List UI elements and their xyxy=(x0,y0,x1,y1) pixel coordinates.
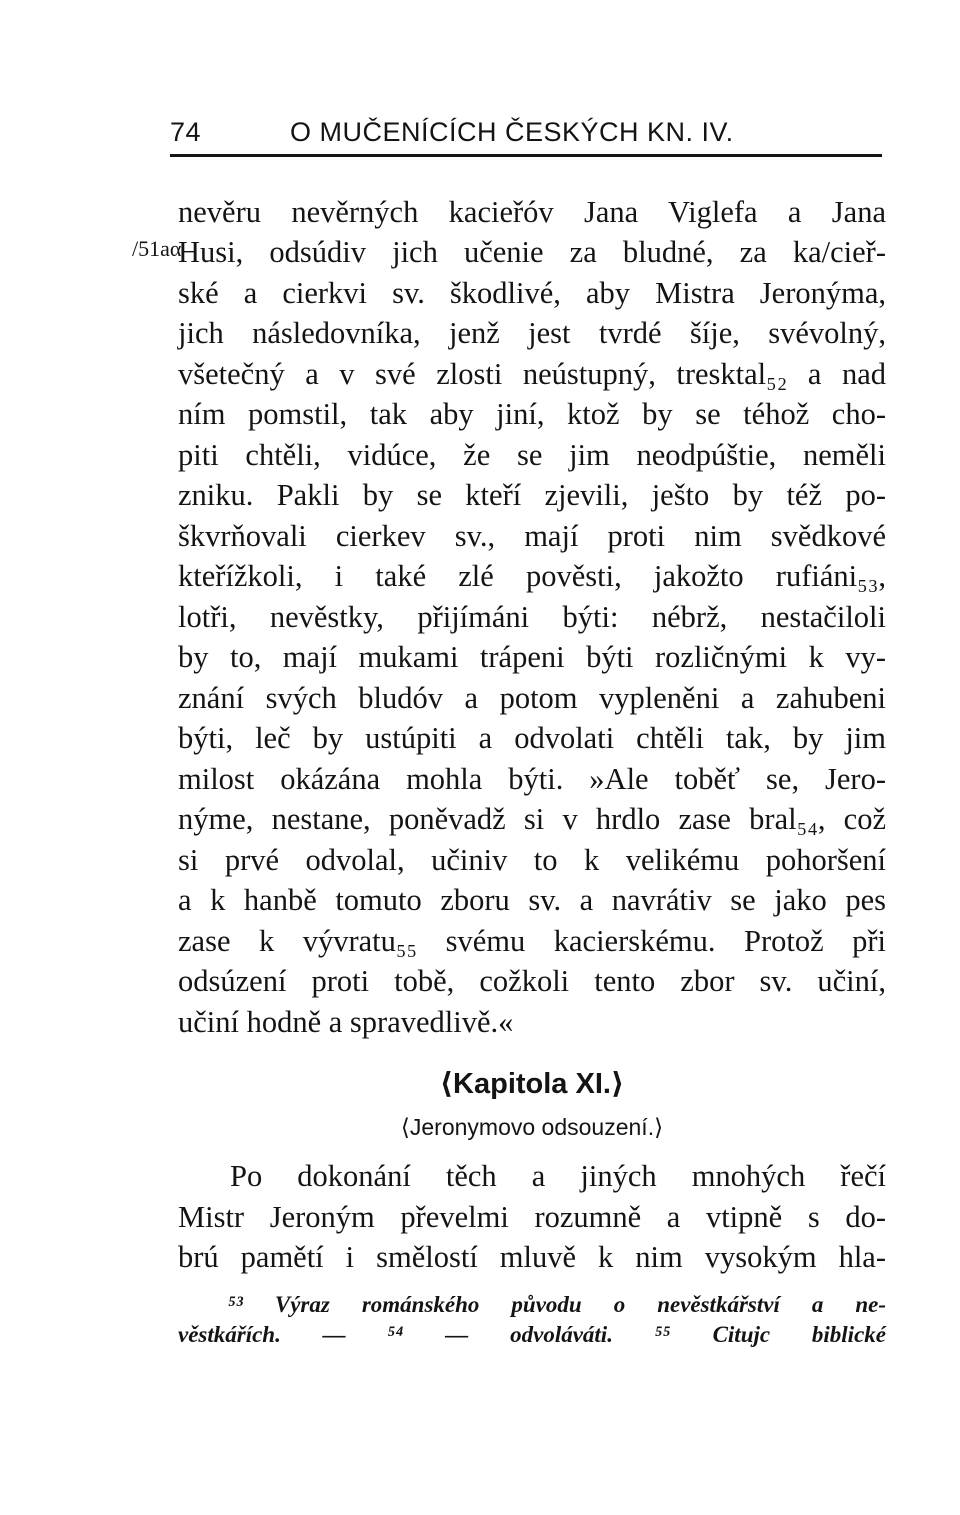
body-line: milost okázána mohla býti. »Ale toběť se, Jero- xyxy=(178,762,886,796)
body-line: by to, mají mukami trápeni býti rozličnými k vy- xyxy=(178,640,886,674)
footnote-line: věstkářích. — ⁵⁴ — odvoláváti. ⁵⁵ Citujc biblické xyxy=(178,1322,886,1347)
chapter-line: brú pamětí i smělostí mluvě k nim vysokým hla- xyxy=(178,1240,886,1274)
running-title: O MUČENÍCÍCH ČESKÝCH KN. IV. xyxy=(290,117,734,147)
chapter-first-line: Po dokonání těch a jiných mnohých řečí xyxy=(230,1159,886,1193)
footnote-line: ⁵³ Výraz románského původu o nevěstkářství a ne- xyxy=(228,1292,886,1317)
body-line: zase k vývratu₅₅ svému kacierskému. Protož při xyxy=(178,924,886,958)
chapter-line: Mistr Jeroným převelmi rozumně a vtipně s do- xyxy=(178,1200,886,1234)
body-line: ské a cierkvi sv. škodlivé, aby Mistra Jeronýma, xyxy=(178,276,886,310)
body-line: si prvé odvolal, učiniv to k velikému pohoršení xyxy=(178,843,886,877)
page-number: 74 xyxy=(170,117,202,147)
body-line: nýme, nestane, poněvadž si v hrdlo zase bral₅₄, což xyxy=(178,802,886,836)
body-line: a k hanbě tomuto zboru sv. a navrátiv se jako pes xyxy=(178,883,886,917)
body-line: ním pomstil, tak aby jiní, ktož by se téhož cho- xyxy=(178,397,886,431)
body-line: piti chtěli, vidúce, že se jim neodpúštie, neměli xyxy=(178,438,886,472)
body-line: škvrňovali cierkev sv., mají proti nim svědkové xyxy=(178,519,886,553)
body-line: jich následovníka, jenž jest tvrdé šíje, svévolný, xyxy=(178,316,886,350)
body-line: všetečný a v své zlosti neústupný, tresktal₅₂ a nad xyxy=(178,357,886,391)
chapter-subheading: ⟨Jeronymovo odsouzení.⟩ xyxy=(400,1114,664,1140)
body-line: odsúzení proti tobě, cožkoli tento zbor sv. učiní, xyxy=(178,964,886,998)
body-line: nevěru nevěrných kacieřóv Jana Viglefa a Jana xyxy=(178,195,886,229)
margin-folio-note: /51aα xyxy=(132,236,182,261)
chapter-heading: ⟨Kapitola XI.⟩ xyxy=(439,1068,625,1100)
running-header xyxy=(170,112,882,157)
body-line: znání svých bludóv a potom vypleněni a zahubeni xyxy=(178,681,886,715)
body-line-last: učiní hodně a spravedlivě.« xyxy=(178,1005,514,1039)
body-line: zniku. Pakli by se kteří zjevili, ješto by též po- xyxy=(178,478,886,512)
body-line: býti, leč by ustúpiti a odvolati chtěli tak, by jim xyxy=(178,721,886,755)
body-line: lotři, nevěstky, přijímáni býti: nébrž, nestačiloli xyxy=(178,600,886,634)
body-line: kteřížkoli, i také zlé pověsti, jakožto rufiáni₅₃, xyxy=(178,559,886,593)
body-line: Husi, odsúdiv jich učenie za bludné, za ka/cieř- xyxy=(178,235,886,269)
